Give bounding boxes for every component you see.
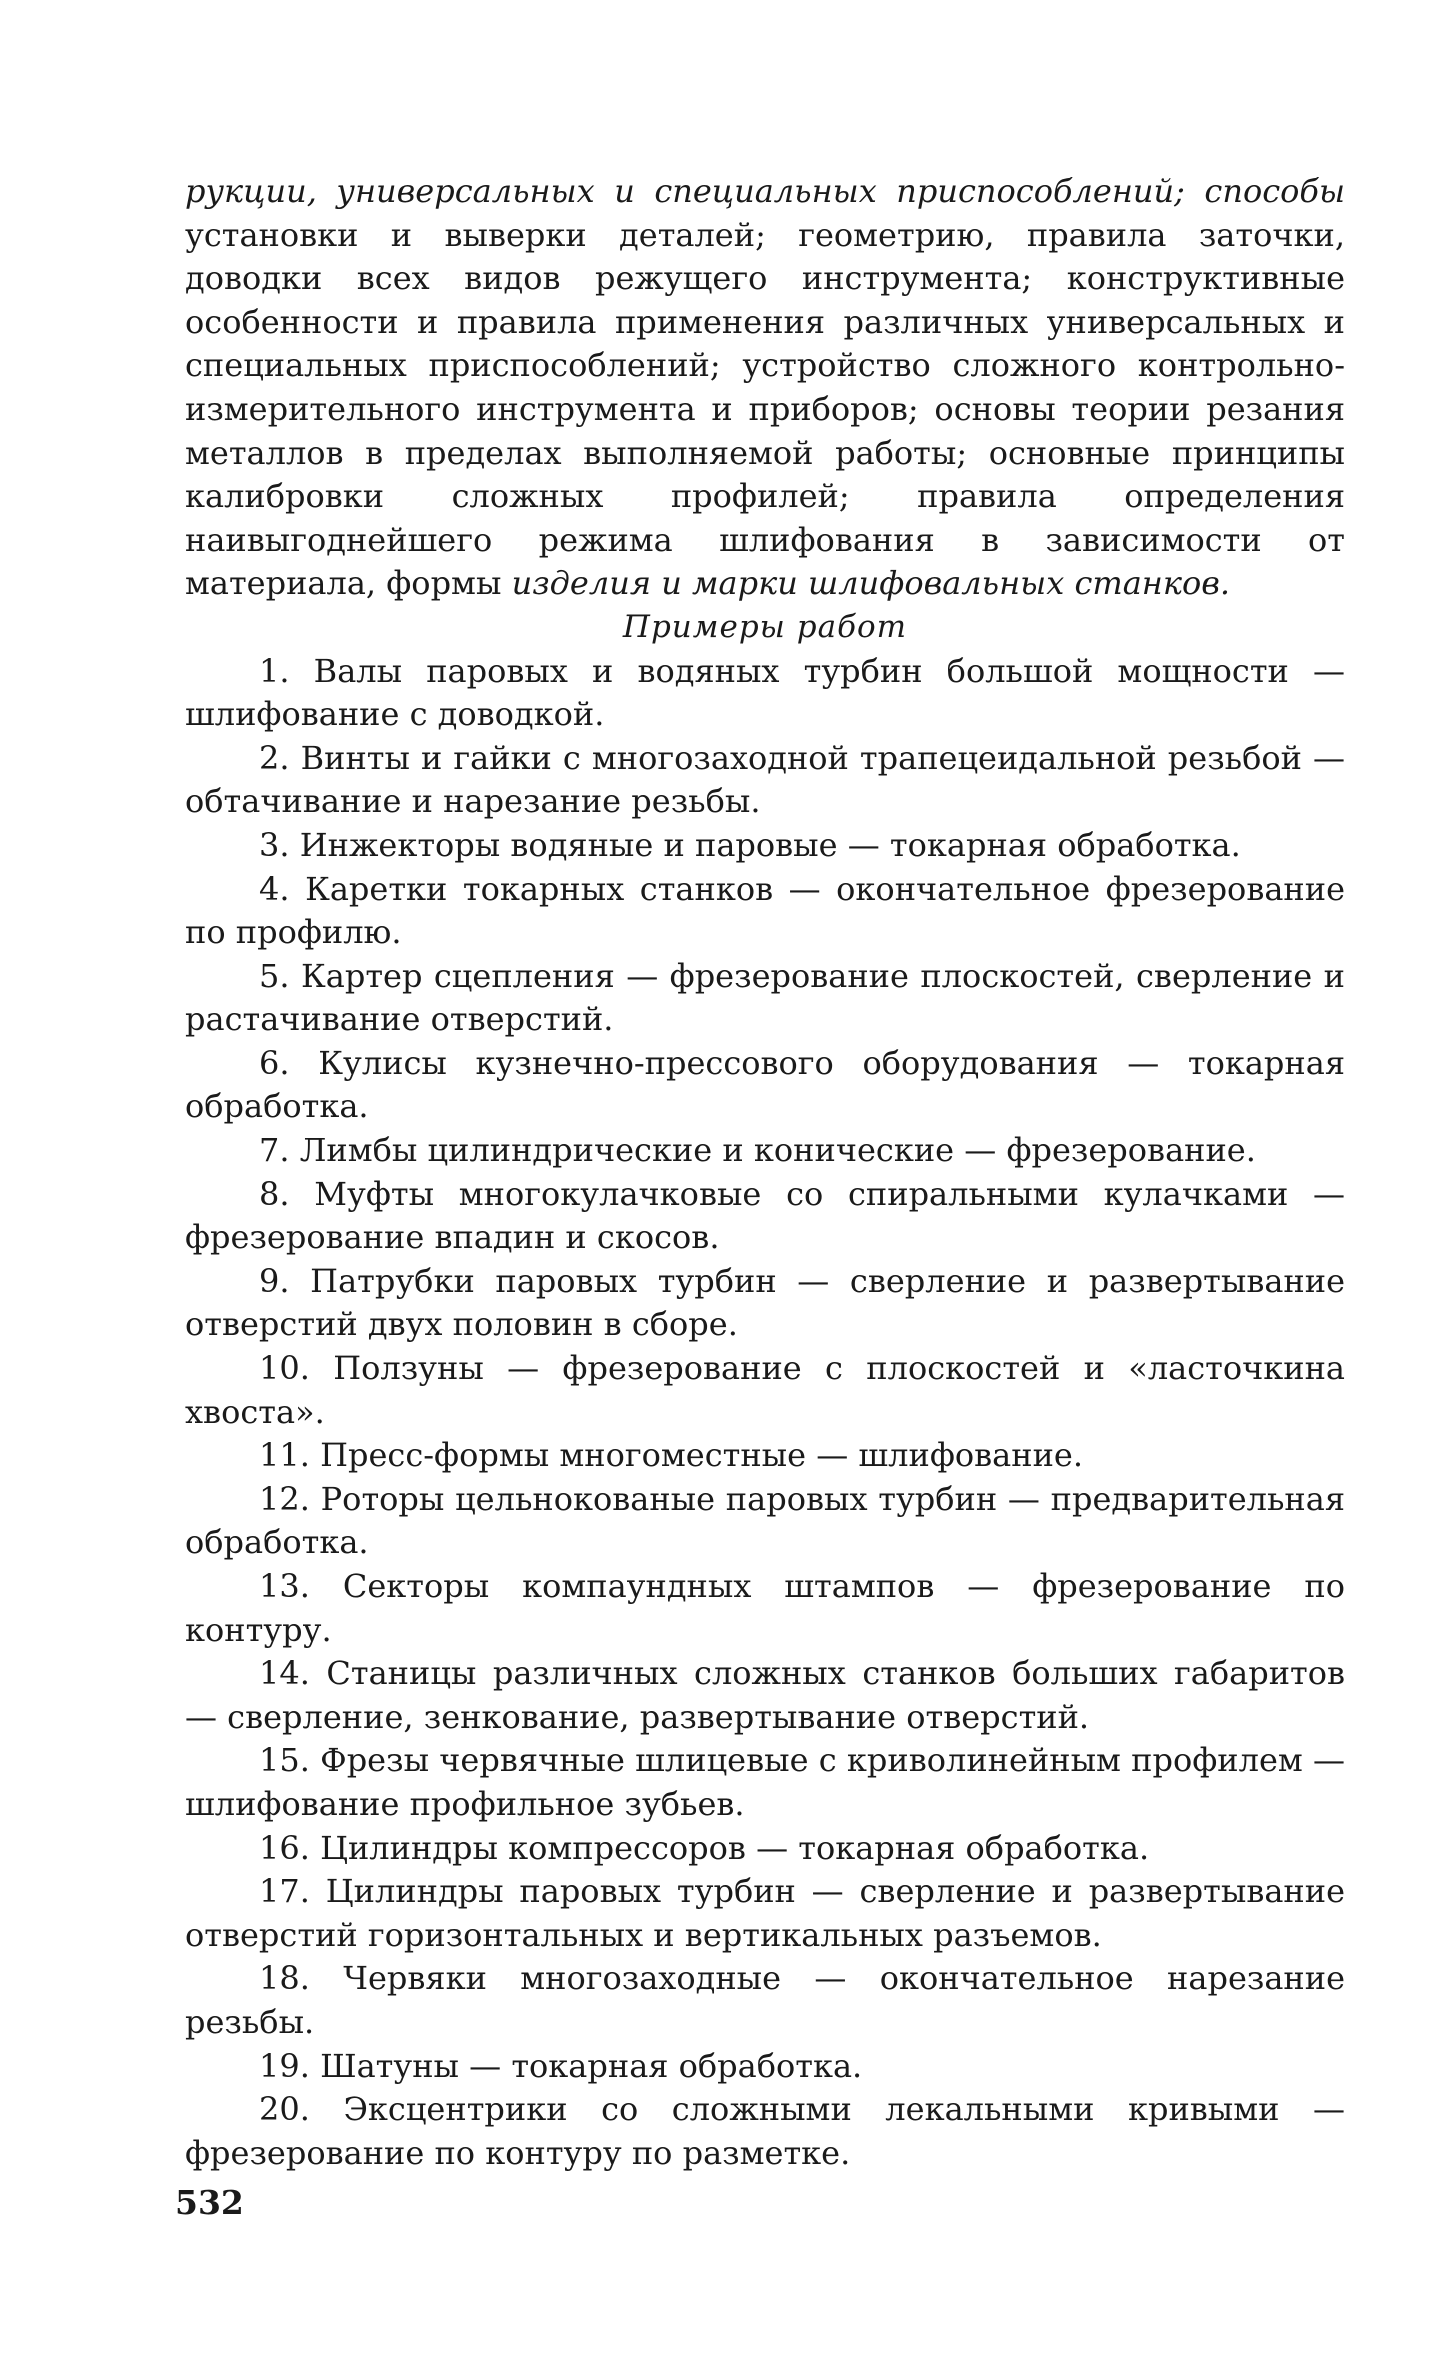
list-item: [185, 1260, 1345, 1347]
item-text: Секторы компаундных штампов — фрезерование по контуру.: [185, 1567, 1346, 1649]
list-item: [185, 1173, 1345, 1260]
item-number: 15.: [259, 1741, 310, 1780]
item-number: 16.: [259, 1828, 310, 1867]
item-number: 17.: [259, 1872, 310, 1911]
item-number: 12.: [259, 1479, 310, 1518]
item-text: Червяки многозаходные — окончательное нарезание резьбы.: [185, 1959, 1346, 2041]
item-text: Инжекторы водяные и паровые — токарная обработка.: [299, 825, 1241, 864]
item-number: 10.: [259, 1349, 310, 1388]
list-item: [185, 868, 1345, 955]
examples-list: [185, 650, 1345, 2176]
item-number: 14.: [259, 1654, 310, 1693]
item-text: Станицы различных сложных станков больших габаритов — сверление, зенкование, развертывание отверстий.: [185, 1654, 1346, 1736]
item-number: 18.: [259, 1959, 310, 1998]
list-item: [185, 650, 1345, 737]
list-item: [185, 2088, 1345, 2175]
list-item: [185, 1957, 1345, 2044]
item-text: Валы паровых и водяных турбин большой мощности — шлифование с доводкой.: [185, 651, 1346, 734]
item-number: 7.: [259, 1131, 290, 1170]
item-text: Муфты многокулачковые со спиральными кулачками — фрезерование впадин и скосов.: [185, 1174, 1346, 1257]
item-text: Картер сцепления — фрезерование плоскостей, сверление и растачивание отверстий.: [185, 956, 1346, 1039]
item-number: 3.: [259, 825, 290, 864]
item-text: Эксцентрики со сложными лекальными кривыми — фрезерование по контуру по разметке.: [185, 2090, 1346, 2172]
list-item: [185, 737, 1345, 824]
page-number: 532: [175, 2183, 244, 2222]
item-number: 5.: [259, 956, 290, 995]
item-number: 13.: [259, 1567, 310, 1605]
item-number: 19.: [259, 2046, 310, 2085]
list-item: [185, 1565, 1345, 1652]
list-item: [185, 1129, 1345, 1173]
list-item: [185, 2045, 1345, 2089]
item-number: 9.: [259, 1261, 290, 1300]
list-item: [185, 1042, 1345, 1129]
item-text: Винты и гайки с многозаходной трапецеидальной резьбой — обтачивание и нарезание резьбы.: [185, 738, 1346, 821]
item-number: 4.: [259, 869, 290, 908]
list-item: [185, 1739, 1345, 1826]
item-text: Лимбы цилиндрические и конические — фрезерование.: [299, 1131, 1256, 1170]
item-number: 8.: [259, 1174, 290, 1213]
list-item: [185, 1478, 1345, 1565]
intro-paragraph: [185, 170, 1345, 606]
item-text: Ползуны — фрезерование с плоскостей и «ласточкина хвоста».: [185, 1349, 1346, 1431]
list-item: [185, 1434, 1345, 1478]
item-number: 6.: [259, 1043, 290, 1082]
item-text: Фрезы червячные шлицевые с криволинейным профилем — шлифование профильное зубьев.: [185, 1741, 1346, 1823]
list-item: [185, 1870, 1345, 1957]
list-item: [185, 1652, 1345, 1739]
item-number: 1.: [259, 651, 290, 690]
item-number: 2.: [259, 738, 290, 777]
item-text: Каретки токарных станков — окончательное фрезерование по профилю.: [185, 869, 1346, 952]
intro-body: установки и выверки деталей; геометрию, правила заточки, доводки всех видов режущего инструмента; конструктивные особенности и правила применения различных универсальных и специальных приспособлений; устройство сложного контрольно-измерительного инструмента и приборов; основы теории резания металлов в пределах выполняемой работы; основные принципы калибровки сложных профилей; правила определения наивыгоднейшего режима шлифования в зависимости от материала, формы: [185, 215, 1345, 603]
item-text: Шатуны — токарная обработка.: [320, 2046, 863, 2085]
list-item: [185, 955, 1345, 1042]
item-text: Кулисы кузнечно-прессового оборудования — токарная обработка.: [185, 1043, 1346, 1126]
item-text: Цилиндры компрессоров — токарная обработка.: [320, 1828, 1150, 1867]
intro-italic-start: рукции, универсальных и специальных приспособлений; способы: [185, 172, 1345, 210]
list-item: [185, 1827, 1345, 1871]
intro-italic-end: изделия и марки шлифовальных станков.: [511, 564, 1231, 603]
item-text: Роторы цельнокованые паровых турбин — предварительная обработка.: [185, 1479, 1346, 1562]
item-text: Пресс-формы многоместные — шлифование.: [320, 1436, 1083, 1475]
section-heading: Примеры работ: [622, 608, 908, 645]
item-text: Патрубки паровых турбин — сверление и развертывание отверстий двух половин в сборе.: [185, 1261, 1346, 1344]
item-number: 20.: [259, 2090, 310, 2129]
text-block: [185, 170, 1345, 2175]
item-number: 11.: [259, 1436, 310, 1475]
item-text: Цилиндры паровых турбин — сверление и развертывание отверстий горизонтальных и вертикальных разъемов.: [185, 1872, 1346, 1954]
list-item: [185, 1347, 1345, 1434]
list-item: [185, 824, 1345, 868]
